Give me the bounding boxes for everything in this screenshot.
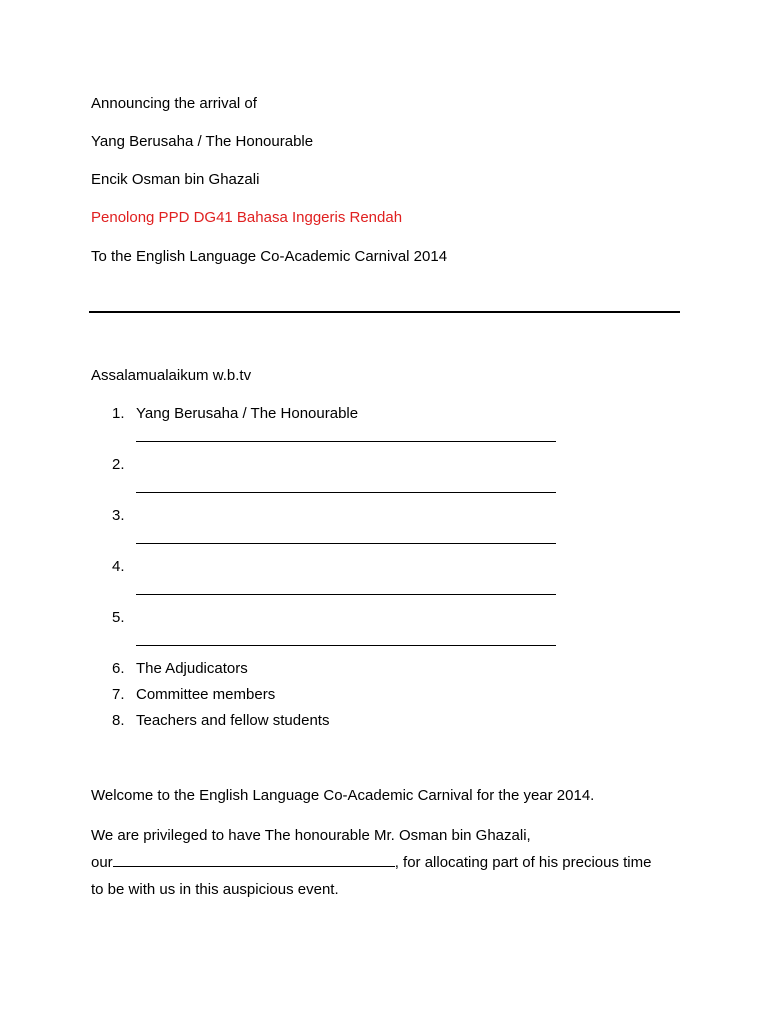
blank-line (112, 480, 612, 505)
list-text: Teachers and fellow students (136, 712, 330, 729)
announcing-line: Announcing the arrival of (91, 95, 257, 112)
list-number: 1. (112, 405, 125, 422)
privileged-line-2 (91, 849, 691, 876)
list-item (112, 607, 612, 633)
guest-name: Encik Osman bin Ghazali (91, 171, 260, 188)
list-number: 4. (112, 558, 125, 575)
fill-in-blank (113, 850, 395, 867)
privileged-paragraph (91, 822, 691, 903)
list-number: 5. (112, 609, 125, 626)
salutation-list (112, 403, 612, 736)
privileged-line-1: We are privileged to have The honourable Mr. Osman bin Ghazali, (91, 827, 531, 844)
divider-rule (89, 311, 680, 313)
privileged-line-3: to be with us in this auspicious event. (91, 881, 339, 898)
blank-underline (136, 645, 556, 646)
greeting: Assalamualaikum w.b.tv (91, 367, 252, 384)
event-line: To the English Language Co-Academic Carnival 2014 (91, 248, 448, 265)
blank-underline (136, 441, 556, 442)
list-item (112, 505, 612, 531)
blank-underline (136, 543, 556, 544)
guest-position: Penolong PPD DG41 Bahasa Inggeris Rendah (91, 209, 403, 226)
list-item (112, 454, 612, 480)
blank-line (112, 429, 612, 454)
list-item (112, 684, 612, 710)
welcome-paragraph: Welcome to the English Language Co-Academic Carnival for the year 2014. (91, 787, 595, 804)
list-number: 8. (112, 712, 125, 729)
list-item (112, 658, 612, 684)
list-text: Committee members (136, 686, 276, 703)
blank-line (112, 633, 612, 658)
list-item (112, 710, 612, 736)
list-number: 3. (112, 507, 125, 524)
list-number: 2. (112, 456, 125, 473)
title-line: Yang Berusaha / The Honourable (91, 133, 314, 150)
blank-underline (136, 594, 556, 595)
list-number: 6. (112, 660, 125, 677)
blank-line (112, 582, 612, 607)
blank-line (112, 531, 612, 556)
list-item (112, 556, 612, 582)
list-text: The Adjudicators (136, 660, 248, 677)
list-item (112, 403, 612, 429)
list-number: 7. (112, 686, 125, 703)
privileged-suffix: , for allocating part of his precious time (394, 854, 652, 871)
privileged-prefix: our (91, 854, 113, 871)
list-text: Yang Berusaha / The Honourable (136, 405, 359, 422)
blank-underline (136, 492, 556, 493)
